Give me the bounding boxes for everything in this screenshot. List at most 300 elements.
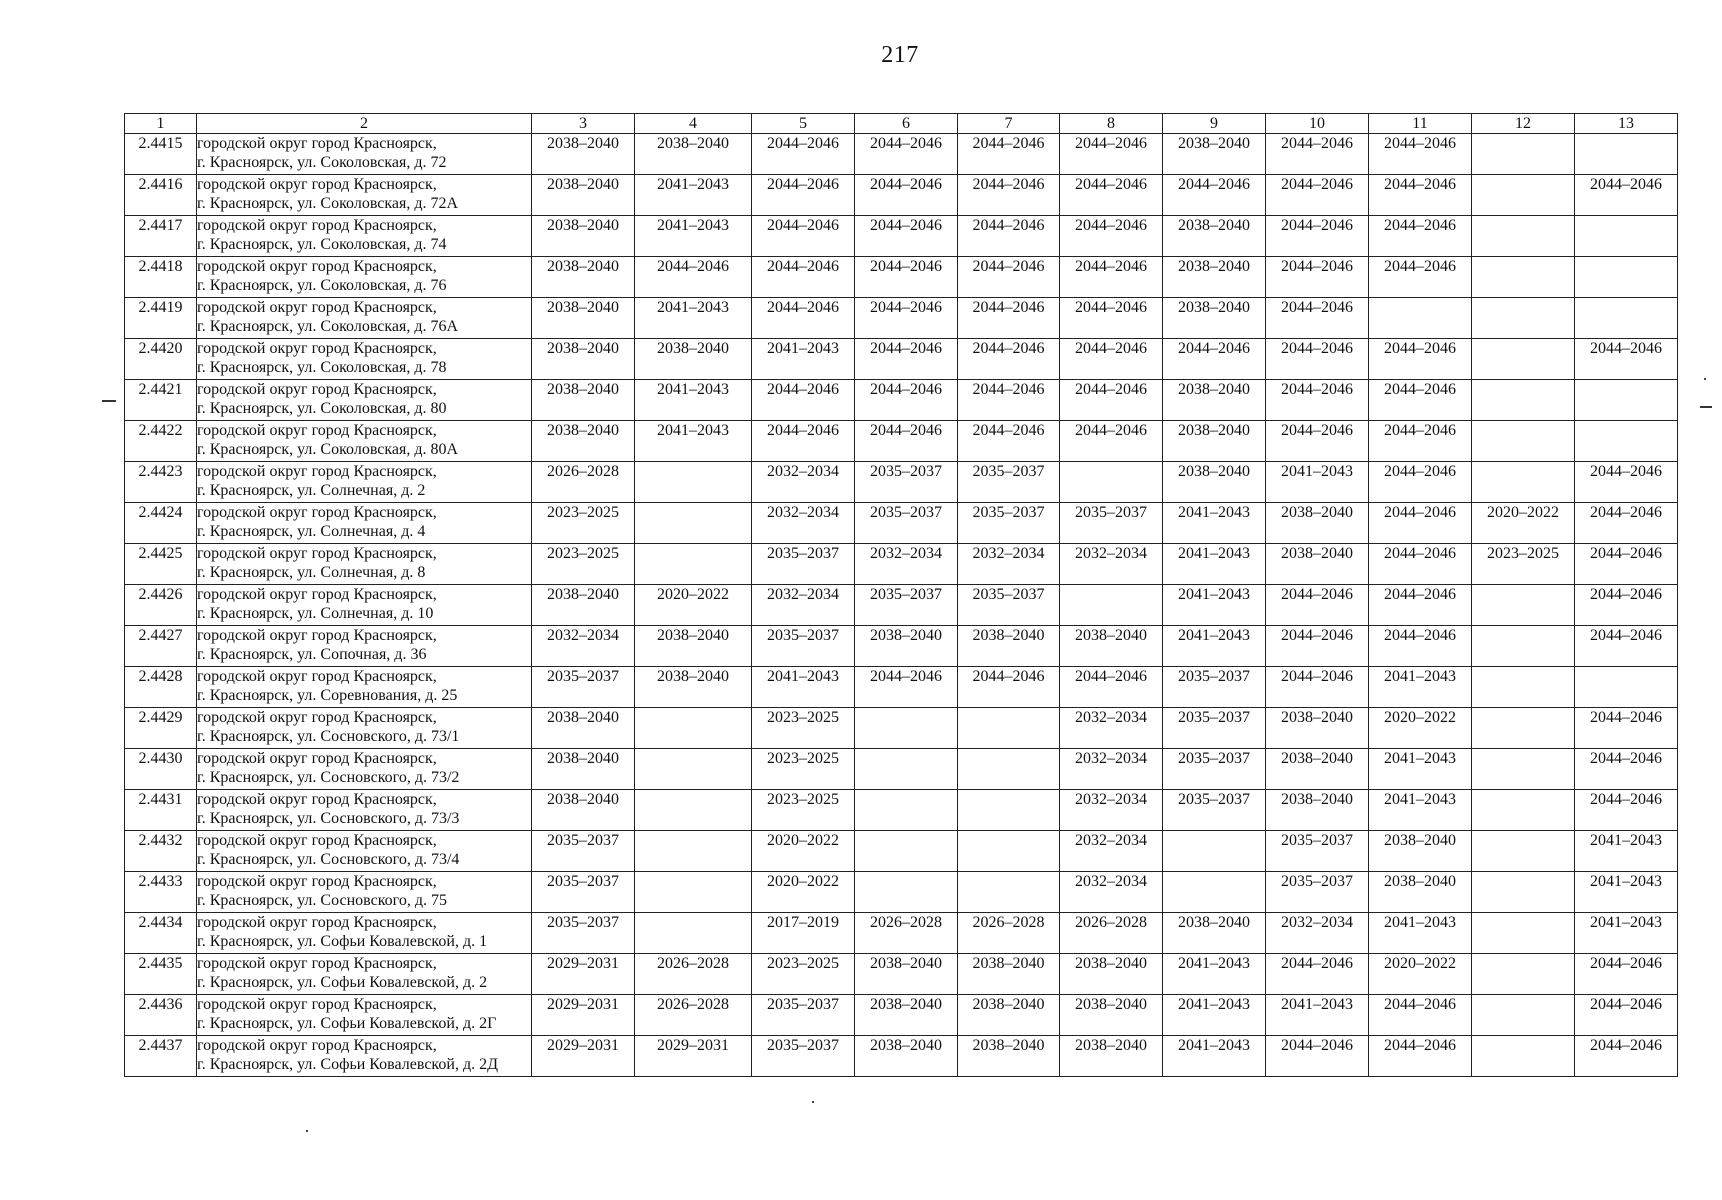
period-cell: 2038–2040 — [532, 175, 635, 216]
period-cell: 2020–2022 — [752, 872, 855, 913]
address-line-1: городской округ город Красноярск, — [197, 504, 437, 521]
period-cell: 2041–2043 — [1369, 667, 1472, 708]
address-cell — [197, 257, 532, 298]
period-cell — [1472, 298, 1575, 339]
period-cell: 2041–2043 — [1163, 995, 1266, 1036]
address-cell — [197, 954, 532, 995]
row-number: 2.4421 — [125, 380, 197, 421]
period-cell: 2038–2040 — [532, 134, 635, 175]
address-line-1: городской округ город Красноярск, — [197, 340, 437, 357]
period-cell: 2038–2040 — [1266, 544, 1369, 585]
row-number: 2.4431 — [125, 790, 197, 831]
period-cell: 2026–2028 — [532, 462, 635, 503]
period-cell: 2035–2037 — [532, 831, 635, 872]
address-line-2: г. Красноярск, ул. Соколовская, д. 72 — [197, 154, 447, 171]
period-cell: 2044–2046 — [1369, 503, 1472, 544]
address-cell — [197, 216, 532, 257]
period-cell — [855, 708, 958, 749]
period-cell: 2032–2034 — [1060, 544, 1163, 585]
period-cell: 2044–2046 — [855, 175, 958, 216]
table-row — [125, 872, 1678, 913]
period-cell: 2035–2037 — [752, 995, 855, 1036]
table-row — [125, 339, 1678, 380]
table-body — [125, 134, 1678, 1077]
period-cell: 2044–2046 — [958, 339, 1060, 380]
period-cell: 2035–2037 — [958, 585, 1060, 626]
period-cell — [1575, 134, 1678, 175]
address-line-1: городской округ город Красноярск, — [197, 258, 437, 275]
period-cell: 2038–2040 — [1163, 257, 1266, 298]
table-row — [125, 585, 1678, 626]
address-line-1: городской округ город Красноярск, — [197, 463, 437, 480]
period-cell — [958, 831, 1060, 872]
period-cell: 2044–2046 — [1060, 134, 1163, 175]
address-cell — [197, 913, 532, 954]
address-line-2: г. Красноярск, ул. Сосновского, д. 73/2 — [197, 769, 460, 786]
period-cell: 2044–2046 — [1369, 380, 1472, 421]
period-cell: 2035–2037 — [1060, 503, 1163, 544]
period-cell: 2044–2046 — [1369, 585, 1472, 626]
period-cell: 2038–2040 — [1369, 831, 1472, 872]
period-cell: 2032–2034 — [1060, 831, 1163, 872]
address-line-2: г. Красноярск, ул. Солнечная, д. 4 — [197, 523, 426, 540]
period-cell: 2038–2040 — [855, 954, 958, 995]
period-cell: 2044–2046 — [1060, 216, 1163, 257]
period-cell — [1472, 790, 1575, 831]
period-cell — [1060, 585, 1163, 626]
period-cell: 2038–2040 — [1266, 503, 1369, 544]
address-line-2: г. Красноярск, ул. Соколовская, д. 72А — [197, 195, 459, 212]
table-row — [125, 708, 1678, 749]
period-cell: 2041–2043 — [1266, 462, 1369, 503]
period-cell: 2044–2046 — [1369, 421, 1472, 462]
period-cell — [1472, 134, 1575, 175]
period-cell: 2017–2019 — [752, 913, 855, 954]
period-cell — [1472, 667, 1575, 708]
address-cell — [197, 503, 532, 544]
period-cell — [958, 708, 1060, 749]
period-cell: 2044–2046 — [1369, 544, 1472, 585]
period-cell: 2044–2046 — [1266, 667, 1369, 708]
period-cell: 2038–2040 — [958, 1036, 1060, 1077]
table-row — [125, 749, 1678, 790]
period-cell: 2035–2037 — [958, 462, 1060, 503]
header-row — [125, 114, 1678, 134]
column-header: 7 — [958, 114, 1060, 134]
row-number: 2.4423 — [125, 462, 197, 503]
period-cell — [1472, 339, 1575, 380]
period-cell: 2041–2043 — [1575, 872, 1678, 913]
period-cell: 2044–2046 — [1369, 995, 1472, 1036]
period-cell: 2044–2046 — [958, 175, 1060, 216]
address-cell — [197, 298, 532, 339]
row-number: 2.4419 — [125, 298, 197, 339]
column-header: 8 — [1060, 114, 1163, 134]
address-line-1: городской округ город Красноярск, — [197, 1037, 437, 1054]
period-cell: 2038–2040 — [532, 257, 635, 298]
period-cell: 2044–2046 — [1575, 954, 1678, 995]
period-cell: 2023–2025 — [752, 790, 855, 831]
address-cell — [197, 421, 532, 462]
period-cell: 2038–2040 — [532, 749, 635, 790]
period-cell: 2044–2046 — [1266, 257, 1369, 298]
row-number: 2.4418 — [125, 257, 197, 298]
period-cell: 2044–2046 — [855, 216, 958, 257]
period-cell — [1472, 421, 1575, 462]
period-cell: 2038–2040 — [532, 585, 635, 626]
period-cell: 2038–2040 — [958, 954, 1060, 995]
period-cell: 2044–2046 — [1060, 257, 1163, 298]
period-cell — [1575, 257, 1678, 298]
period-cell — [958, 872, 1060, 913]
period-cell — [1472, 462, 1575, 503]
period-cell — [1575, 298, 1678, 339]
address-cell — [197, 790, 532, 831]
period-cell — [1472, 257, 1575, 298]
table-row — [125, 216, 1678, 257]
address-line-1: городской округ город Красноярск, — [197, 627, 437, 644]
address-cell — [197, 831, 532, 872]
address-cell — [197, 339, 532, 380]
period-cell: 2044–2046 — [1369, 257, 1472, 298]
address-line-1: городской округ город Красноярск, — [197, 873, 437, 890]
address-cell — [197, 667, 532, 708]
period-cell: 2041–2043 — [1575, 831, 1678, 872]
period-cell: 2032–2034 — [752, 585, 855, 626]
period-cell: 2038–2040 — [532, 708, 635, 749]
period-cell: 2044–2046 — [958, 667, 1060, 708]
row-number: 2.4432 — [125, 831, 197, 872]
period-cell: 2023–2025 — [752, 749, 855, 790]
period-cell: 2044–2046 — [1575, 544, 1678, 585]
period-cell — [1575, 380, 1678, 421]
period-cell: 2044–2046 — [1575, 462, 1678, 503]
address-line-2: г. Красноярск, ул. Соколовская, д. 76А — [197, 318, 459, 335]
period-cell: 2044–2046 — [958, 298, 1060, 339]
table-row — [125, 954, 1678, 995]
period-cell: 2044–2046 — [1575, 585, 1678, 626]
period-cell — [1472, 216, 1575, 257]
address-line-2: г. Красноярск, ул. Соревнования, д. 25 — [197, 687, 458, 704]
address-line-2: г. Красноярск, ул. Солнечная, д. 2 — [197, 482, 426, 499]
period-cell: 2044–2046 — [1266, 175, 1369, 216]
address-cell — [197, 872, 532, 913]
period-cell — [1472, 380, 1575, 421]
period-cell — [1575, 216, 1678, 257]
address-cell — [197, 995, 532, 1036]
period-cell: 2038–2040 — [635, 339, 752, 380]
period-cell: 2044–2046 — [1369, 134, 1472, 175]
period-cell: 2044–2046 — [958, 380, 1060, 421]
address-line-2: г. Красноярск, ул. Соколовская, д. 74 — [197, 236, 447, 253]
period-cell: 2038–2040 — [855, 626, 958, 667]
period-cell: 2020–2022 — [1369, 954, 1472, 995]
period-cell — [635, 831, 752, 872]
period-cell: 2035–2037 — [855, 585, 958, 626]
period-cell: 2041–2043 — [1266, 995, 1369, 1036]
period-cell: 2044–2046 — [1060, 175, 1163, 216]
period-cell: 2038–2040 — [635, 667, 752, 708]
period-cell — [1472, 872, 1575, 913]
period-cell: 2038–2040 — [635, 134, 752, 175]
period-cell: 2032–2034 — [1266, 913, 1369, 954]
period-cell: 2044–2046 — [1575, 626, 1678, 667]
period-cell: 2038–2040 — [532, 216, 635, 257]
period-cell: 2041–2043 — [1369, 913, 1472, 954]
address-cell — [197, 626, 532, 667]
period-cell: 2026–2028 — [635, 995, 752, 1036]
period-cell: 2035–2037 — [958, 503, 1060, 544]
period-cell: 2044–2046 — [1266, 380, 1369, 421]
column-header: 10 — [1266, 114, 1369, 134]
period-cell: 2041–2043 — [1163, 503, 1266, 544]
period-cell: 2044–2046 — [1369, 1036, 1472, 1077]
period-cell: 2041–2043 — [1163, 544, 1266, 585]
period-cell: 2038–2040 — [1163, 421, 1266, 462]
period-cell — [1472, 749, 1575, 790]
address-line-1: городской округ город Красноярск, — [197, 381, 437, 398]
period-cell — [1060, 462, 1163, 503]
period-cell: 2041–2043 — [635, 380, 752, 421]
period-cell: 2044–2046 — [855, 339, 958, 380]
period-cell — [1472, 1036, 1575, 1077]
address-cell — [197, 585, 532, 626]
page-number: 217 — [881, 42, 919, 68]
period-cell: 2035–2037 — [752, 1036, 855, 1077]
period-cell: 2026–2028 — [855, 913, 958, 954]
period-cell: 2044–2046 — [1575, 790, 1678, 831]
period-cell — [1163, 872, 1266, 913]
period-cell: 2029–2031 — [532, 1036, 635, 1077]
period-cell: 2044–2046 — [1266, 954, 1369, 995]
row-number: 2.4435 — [125, 954, 197, 995]
address-cell — [197, 462, 532, 503]
table-row — [125, 257, 1678, 298]
row-number: 2.4425 — [125, 544, 197, 585]
period-cell: 2044–2046 — [1575, 339, 1678, 380]
period-cell: 2038–2040 — [1266, 790, 1369, 831]
period-cell: 2044–2046 — [1369, 462, 1472, 503]
table-row — [125, 462, 1678, 503]
period-cell — [635, 544, 752, 585]
address-cell — [197, 544, 532, 585]
period-cell: 2044–2046 — [1266, 339, 1369, 380]
period-cell: 2035–2037 — [855, 503, 958, 544]
address-line-1: городской округ город Красноярск, — [197, 422, 437, 439]
period-cell: 2035–2037 — [1163, 790, 1266, 831]
column-header: 12 — [1472, 114, 1575, 134]
table-row — [125, 544, 1678, 585]
row-number: 2.4430 — [125, 749, 197, 790]
period-cell: 2035–2037 — [752, 544, 855, 585]
address-line-2: г. Красноярск, ул. Софьи Ковалевской, д. 2Г — [197, 1015, 497, 1032]
period-cell: 2035–2037 — [532, 872, 635, 913]
address-line-2: г. Красноярск, ул. Соколовская, д. 78 — [197, 359, 447, 376]
row-number: 2.4433 — [125, 872, 197, 913]
row-number: 2.4428 — [125, 667, 197, 708]
period-cell — [855, 831, 958, 872]
address-cell — [197, 134, 532, 175]
address-line-1: городской округ город Красноярск, — [197, 709, 437, 726]
period-cell: 2041–2043 — [752, 667, 855, 708]
table-row — [125, 298, 1678, 339]
period-cell: 2038–2040 — [1163, 380, 1266, 421]
period-cell: 2041–2043 — [1163, 954, 1266, 995]
period-cell: 2041–2043 — [635, 298, 752, 339]
period-cell — [635, 462, 752, 503]
period-cell: 2044–2046 — [1266, 134, 1369, 175]
column-header: 2 — [197, 114, 532, 134]
period-cell: 2026–2028 — [635, 954, 752, 995]
address-line-1: городской округ город Красноярск, — [197, 750, 437, 767]
address-line-1: городской округ город Красноярск, — [197, 832, 437, 849]
period-cell: 2038–2040 — [1060, 954, 1163, 995]
period-cell: 2044–2046 — [752, 216, 855, 257]
period-cell: 2038–2040 — [532, 790, 635, 831]
address-line-1: городской округ город Красноярск, — [197, 914, 437, 931]
period-cell — [635, 872, 752, 913]
period-cell: 2044–2046 — [1163, 339, 1266, 380]
period-cell: 2038–2040 — [1163, 462, 1266, 503]
address-line-2: г. Красноярск, ул. Соколовская, д. 80 — [197, 400, 447, 417]
row-number: 2.4434 — [125, 913, 197, 954]
period-cell: 2044–2046 — [1266, 216, 1369, 257]
period-cell: 2044–2046 — [855, 667, 958, 708]
period-cell: 2032–2034 — [1060, 872, 1163, 913]
address-cell — [197, 1036, 532, 1077]
address-line-2: г. Красноярск, ул. Сосновского, д. 75 — [197, 892, 447, 909]
period-cell: 2044–2046 — [1369, 175, 1472, 216]
period-cell: 2023–2025 — [532, 544, 635, 585]
table-row — [125, 667, 1678, 708]
table-row — [125, 995, 1678, 1036]
period-cell: 2041–2043 — [1163, 1036, 1266, 1077]
period-cell: 2035–2037 — [1163, 749, 1266, 790]
period-cell: 2044–2046 — [855, 421, 958, 462]
period-cell: 2029–2031 — [532, 995, 635, 1036]
period-cell: 2044–2046 — [1575, 749, 1678, 790]
period-cell: 2044–2046 — [752, 298, 855, 339]
period-cell: 2044–2046 — [958, 257, 1060, 298]
address-line-1: городской округ город Красноярск, — [197, 996, 437, 1013]
scan-dot — [812, 1101, 814, 1103]
period-cell: 2044–2046 — [1060, 421, 1163, 462]
period-cell: 2041–2043 — [1369, 790, 1472, 831]
column-header: 11 — [1369, 114, 1472, 134]
period-cell: 2038–2040 — [1266, 708, 1369, 749]
row-number: 2.4416 — [125, 175, 197, 216]
table-row — [125, 831, 1678, 872]
period-cell: 2038–2040 — [855, 995, 958, 1036]
period-cell — [855, 790, 958, 831]
period-cell: 2029–2031 — [532, 954, 635, 995]
period-cell: 2035–2037 — [1163, 667, 1266, 708]
period-cell — [1472, 175, 1575, 216]
column-header: 6 — [855, 114, 958, 134]
column-header: 4 — [635, 114, 752, 134]
column-header: 9 — [1163, 114, 1266, 134]
address-line-1: городской округ город Красноярск, — [197, 217, 437, 234]
period-cell: 2044–2046 — [1575, 995, 1678, 1036]
address-cell — [197, 749, 532, 790]
period-cell — [958, 749, 1060, 790]
row-number: 2.4427 — [125, 626, 197, 667]
row-number: 2.4429 — [125, 708, 197, 749]
period-cell: 2038–2040 — [635, 626, 752, 667]
period-cell: 2044–2046 — [1060, 339, 1163, 380]
period-cell: 2032–2034 — [752, 503, 855, 544]
period-cell: 2044–2046 — [1575, 708, 1678, 749]
period-cell: 2023–2025 — [1472, 544, 1575, 585]
period-cell: 2044–2046 — [752, 421, 855, 462]
period-cell: 2023–2025 — [532, 503, 635, 544]
period-cell — [855, 749, 958, 790]
address-line-1: городской округ город Красноярск, — [197, 668, 437, 685]
period-cell: 2044–2046 — [855, 134, 958, 175]
period-cell: 2032–2034 — [1060, 790, 1163, 831]
scan-mark — [1700, 406, 1712, 408]
period-cell: 2044–2046 — [1266, 585, 1369, 626]
address-cell — [197, 708, 532, 749]
address-line-2: г. Красноярск, ул. Сосновского, д. 73/1 — [197, 728, 460, 745]
period-cell — [635, 749, 752, 790]
period-cell: 2038–2040 — [1163, 134, 1266, 175]
period-cell: 2041–2043 — [635, 216, 752, 257]
scan-mark — [102, 400, 116, 402]
period-cell: 2044–2046 — [752, 380, 855, 421]
scan-dot — [1704, 378, 1706, 380]
table-row — [125, 134, 1678, 175]
period-cell: 2044–2046 — [855, 380, 958, 421]
period-cell: 2041–2043 — [1575, 913, 1678, 954]
row-number: 2.4437 — [125, 1036, 197, 1077]
period-cell — [1472, 913, 1575, 954]
period-cell: 2044–2046 — [1266, 1036, 1369, 1077]
period-cell — [1575, 421, 1678, 462]
row-number: 2.4420 — [125, 339, 197, 380]
period-cell: 2032–2034 — [1060, 708, 1163, 749]
period-cell: 2044–2046 — [1369, 216, 1472, 257]
period-cell: 2038–2040 — [1266, 749, 1369, 790]
table-row — [125, 790, 1678, 831]
column-header: 1 — [125, 114, 197, 134]
schedule-table — [124, 113, 1678, 1077]
period-cell: 2041–2043 — [1369, 749, 1472, 790]
period-cell — [1163, 831, 1266, 872]
row-number: 2.4415 — [125, 134, 197, 175]
period-cell: 2026–2028 — [1060, 913, 1163, 954]
period-cell: 2020–2022 — [1369, 708, 1472, 749]
address-line-2: г. Красноярск, ул. Софьи Ковалевской, д. 2 — [197, 974, 488, 991]
period-cell: 2044–2046 — [1266, 298, 1369, 339]
period-cell: 2035–2037 — [855, 462, 958, 503]
address-cell — [197, 175, 532, 216]
period-cell: 2038–2040 — [1060, 626, 1163, 667]
address-line-2: г. Красноярск, ул. Солнечная, д. 10 — [197, 605, 434, 622]
period-cell: 2035–2037 — [1163, 708, 1266, 749]
period-cell: 2041–2043 — [752, 339, 855, 380]
period-cell: 2038–2040 — [958, 995, 1060, 1036]
address-line-2: г. Красноярск, ул. Соколовская, д. 80А — [197, 441, 459, 458]
period-cell — [635, 913, 752, 954]
column-header: 13 — [1575, 114, 1678, 134]
period-cell — [1472, 831, 1575, 872]
period-cell: 2044–2046 — [855, 298, 958, 339]
period-cell: 2044–2046 — [752, 175, 855, 216]
period-cell — [1472, 585, 1575, 626]
period-cell: 2044–2046 — [958, 216, 1060, 257]
table-row — [125, 626, 1678, 667]
